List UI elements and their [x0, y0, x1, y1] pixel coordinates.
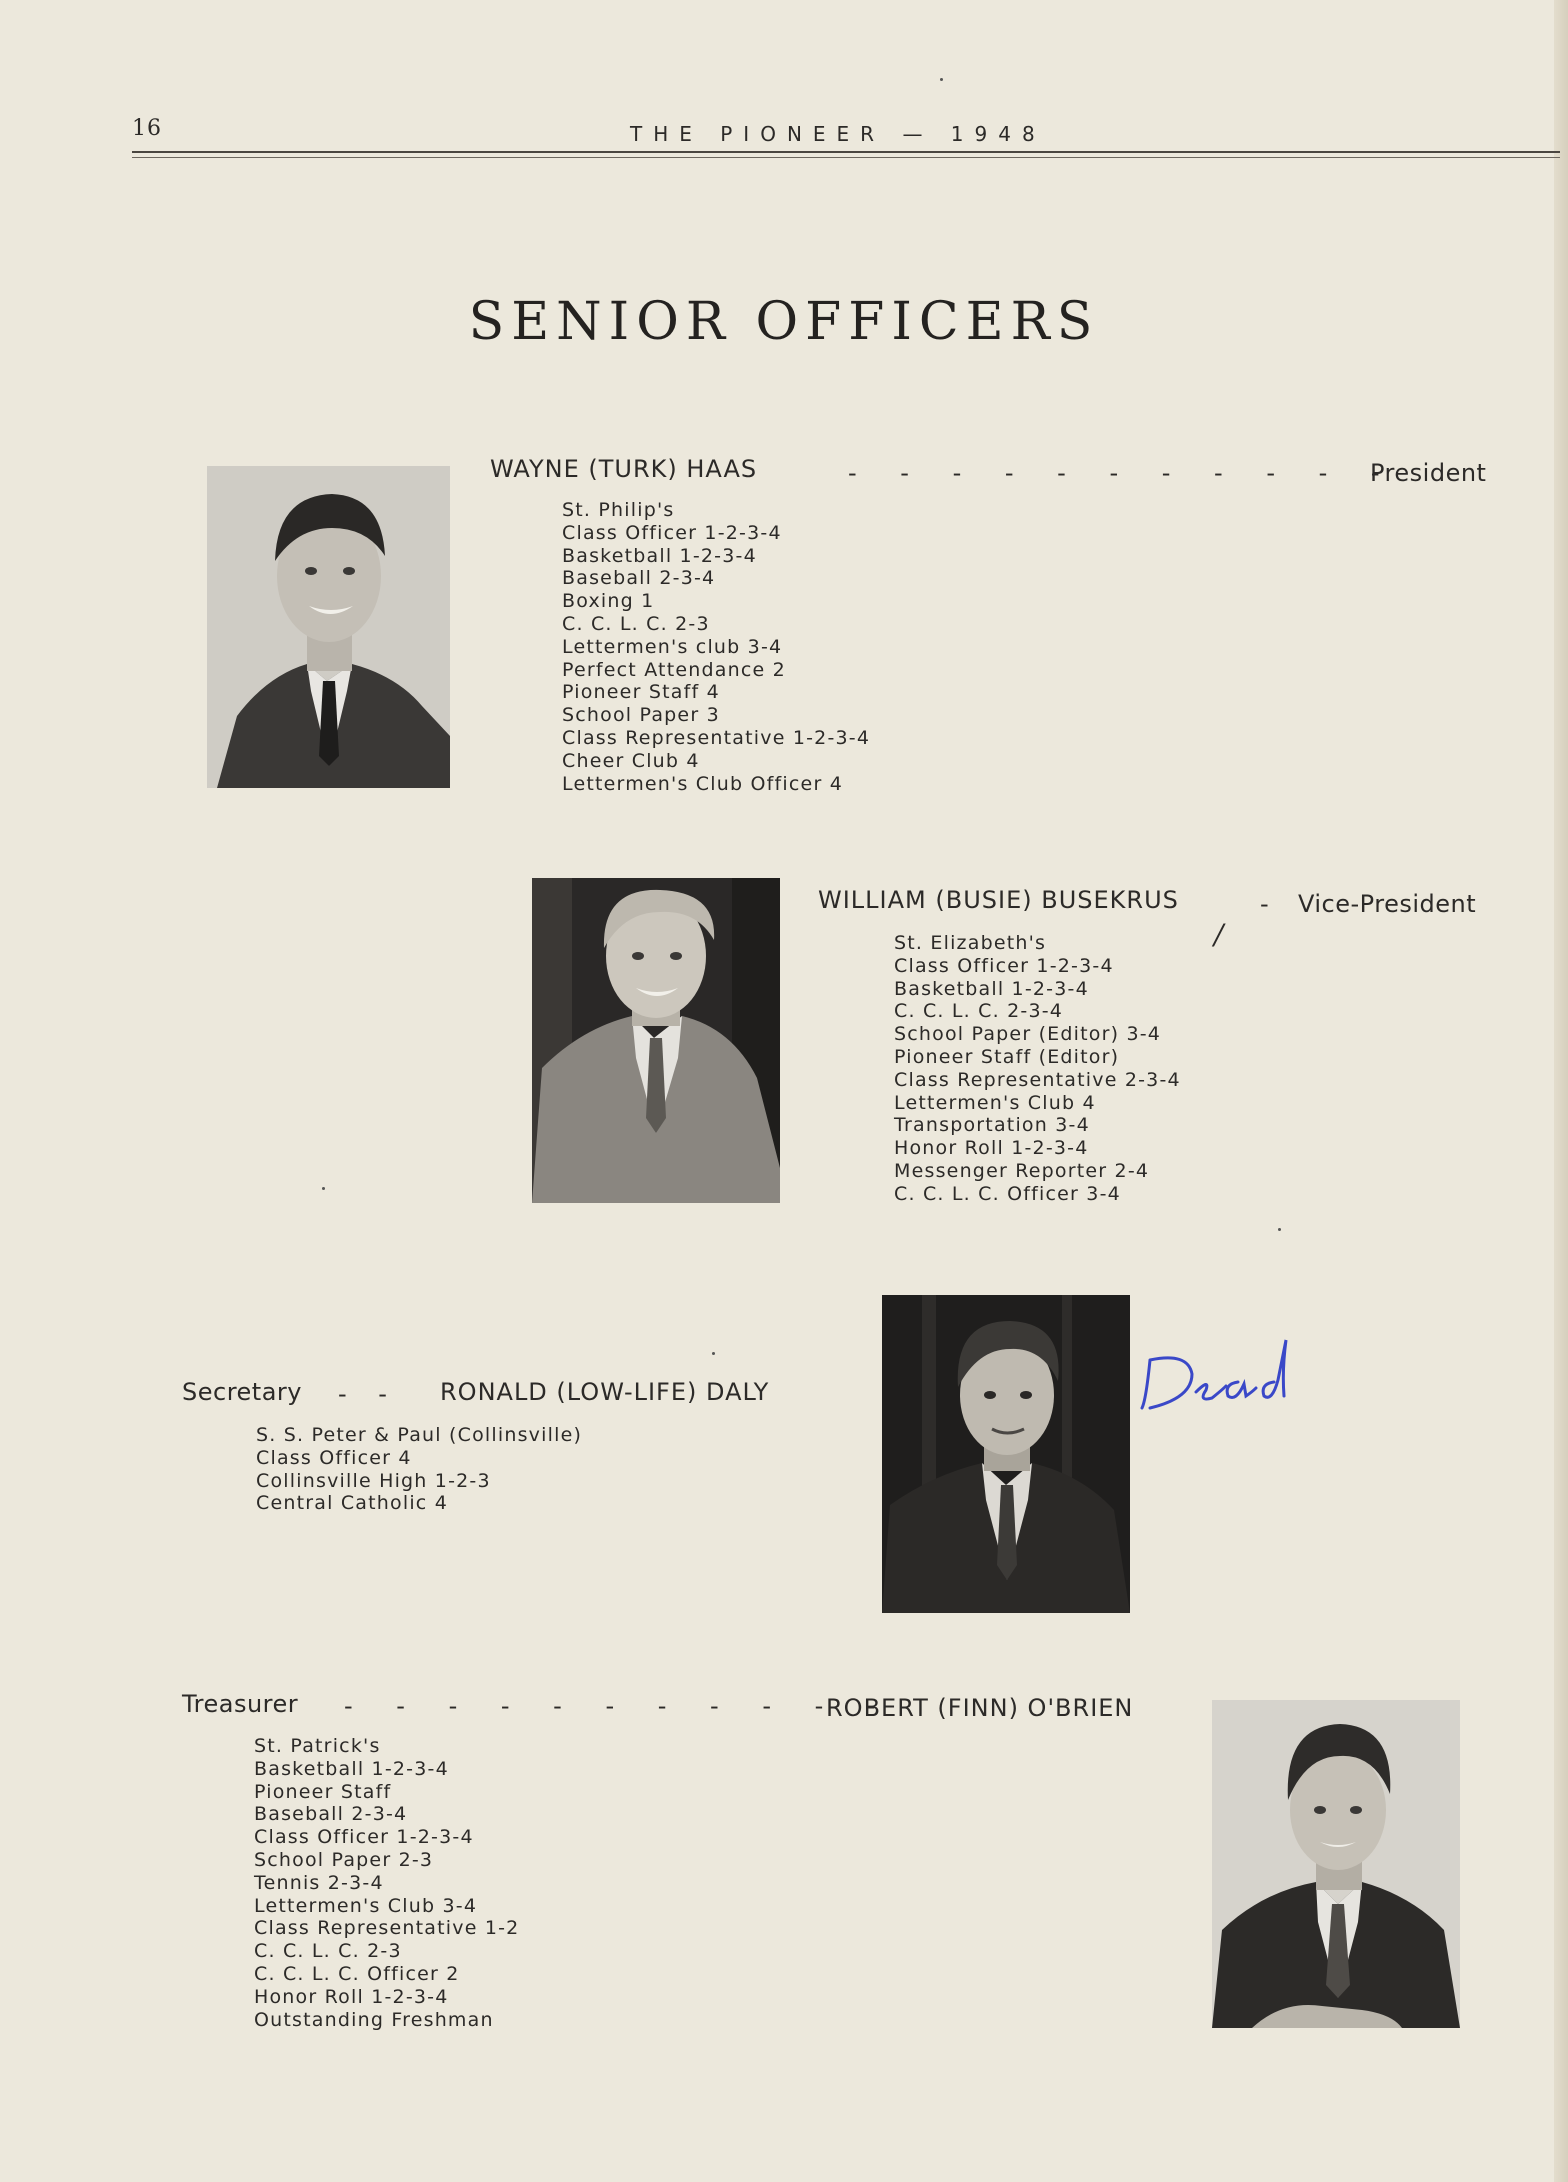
activity-item: Class Officer 1-2-3-4	[254, 1826, 474, 1849]
officer-role: Vice-President	[1298, 890, 1477, 918]
page-number: 16	[132, 116, 162, 141]
activity-item: Baseball 2-3-4	[562, 567, 716, 590]
activity-item: Baseball 2-3-4	[254, 1803, 408, 1826]
officer-role: Secretary	[182, 1378, 302, 1406]
paper-speck	[940, 78, 943, 81]
handwritten-mark: /	[1214, 918, 1224, 951]
activity-item: Boxing 1	[562, 590, 655, 613]
activity-item: Central Catholic 4	[256, 1492, 448, 1515]
activity-item: Lettermen's Club Officer 4	[562, 772, 843, 795]
activity-item: C. C. L. C. 2-3	[254, 1940, 402, 1963]
portrait-haas	[207, 466, 450, 788]
dot-leader: - - - - - - - - - - -	[848, 459, 1398, 487]
activity-item: Pioneer Staff (Editor)	[894, 1045, 1120, 1068]
running-title: THE PIONEER — 1948	[630, 122, 1046, 146]
activity-item: Cheer Club 4	[562, 749, 700, 772]
activity-item: Pioneer Staff 4	[562, 681, 720, 704]
activity-item: Class Representative 1-2-3-4	[562, 726, 871, 749]
activity-item: School Paper 3	[562, 704, 720, 727]
activity-item: Class Representative 2-3-4	[894, 1068, 1181, 1091]
handwritten-signature	[1136, 1330, 1296, 1420]
activity-item: Honor Roll 1-2-3-4	[894, 1137, 1089, 1160]
activity-item: C. C. L. C. 2-3-4	[894, 1000, 1064, 1023]
activity-item: Messenger Reporter 2-4	[894, 1159, 1150, 1182]
officer-role: President	[1370, 459, 1487, 487]
activity-item: Lettermen's Club 4	[894, 1091, 1096, 1114]
header-rule-thin	[132, 157, 1560, 158]
dot-leader: -	[1260, 890, 1270, 918]
paper-speck	[322, 1187, 325, 1190]
activity-item: Class Officer 1-2-3-4	[562, 521, 782, 544]
officer-name: WAYNE (TURK) HAAS	[490, 455, 758, 483]
activity-item: Transportation 3-4	[894, 1114, 1090, 1137]
activity-item: Class Representative 1-2	[254, 1917, 520, 1940]
activity-item: Lettermen's club 3-4	[562, 635, 783, 658]
activity-item: School Paper 2-3	[254, 1848, 434, 1871]
activity-item: Lettermen's Club 3-4	[254, 1894, 478, 1917]
activity-item: Basketball 1-2-3-4	[562, 544, 757, 567]
activity-item: Basketball 1-2-3-4	[254, 1757, 449, 1780]
activity-item: Honor Roll 1-2-3-4	[254, 1985, 449, 2008]
officer-name: RONALD (LOW-LIFE) DALY	[440, 1378, 770, 1406]
activity-item: C. C. L. C. Officer 2	[254, 1962, 460, 1985]
activity-list	[562, 499, 870, 795]
paper-speck	[1278, 1228, 1281, 1231]
activity-list	[256, 1424, 582, 1515]
officer-name: ROBERT (FINN) O'BRIEN	[826, 1694, 1134, 1722]
activity-item: C. C. L. C. 2-3	[562, 612, 710, 635]
officer-role: Treasurer	[182, 1690, 299, 1718]
activity-item: St. Philip's	[562, 499, 675, 521]
portrait-obrien	[1212, 1700, 1460, 2028]
activity-item: Tennis 2-3-4	[254, 1871, 384, 1894]
activity-list	[894, 932, 1181, 1206]
activity-item: St. Patrick's	[254, 1735, 381, 1757]
activity-item: Perfect Attendance 2	[562, 658, 786, 681]
activity-item: Collinsville High 1-2-3	[256, 1469, 491, 1492]
activity-item: School Paper (Editor) 3-4	[894, 1023, 1162, 1046]
activity-item: Basketball 1-2-3-4	[894, 977, 1089, 1000]
officer-name: WILLIAM (BUSIE) BUSEKRUS	[818, 886, 1179, 914]
dot-leader: - -	[338, 1380, 399, 1408]
activity-item: C. C. L. C. Officer 3-4	[894, 1182, 1121, 1205]
dot-leader: - - - - - - - - - - -	[344, 1692, 894, 1720]
paper-speck	[712, 1352, 715, 1355]
activity-item: S. S. Peter & Paul (Collinsville)	[256, 1424, 583, 1446]
portrait-daly	[882, 1295, 1130, 1613]
activity-item: Outstanding Freshman	[254, 2008, 494, 2031]
activity-item: St. Elizabeth's	[894, 932, 1047, 954]
page-title: SENIOR OFFICERS	[468, 292, 1100, 352]
activity-item: Pioneer Staff	[254, 1780, 392, 1803]
portrait-busekrus	[532, 878, 780, 1203]
header-rule	[132, 151, 1560, 153]
activity-item: Class Officer 1-2-3-4	[894, 954, 1114, 977]
activity-list	[254, 1735, 519, 2031]
activity-item: Class Officer 4	[256, 1446, 412, 1469]
